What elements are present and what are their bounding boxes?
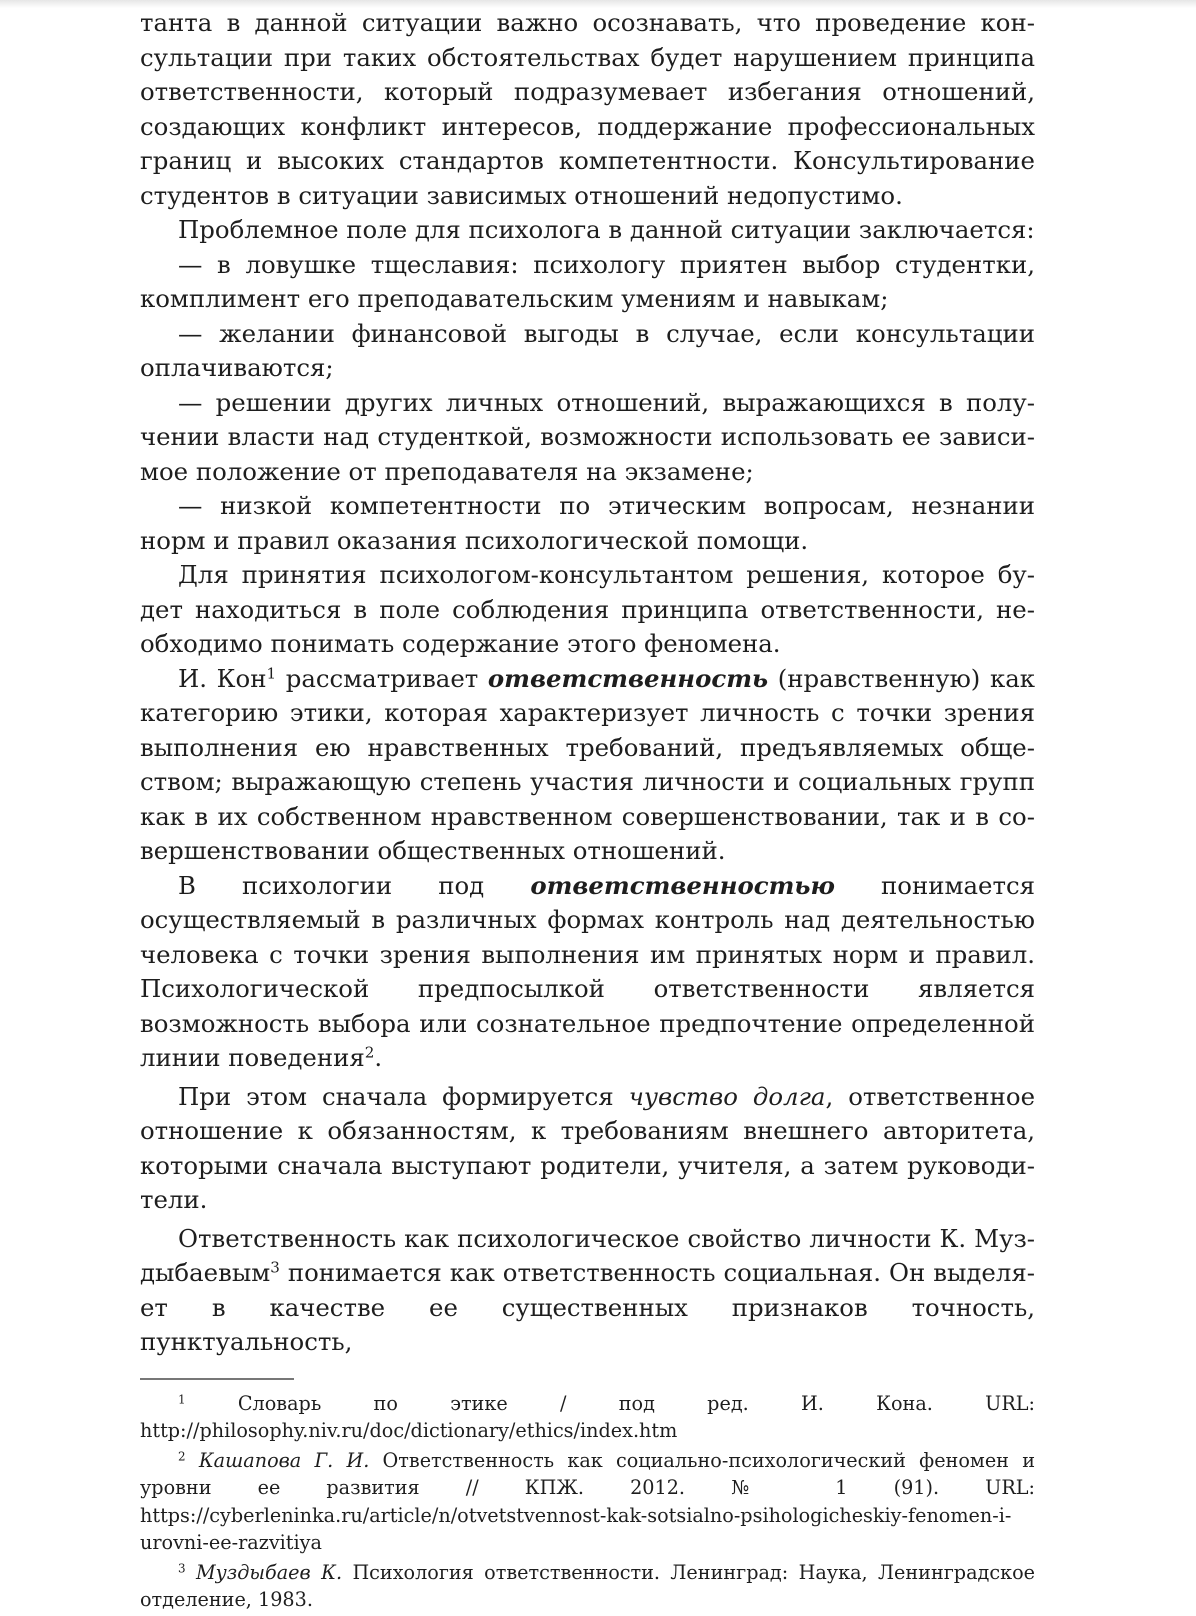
footnote-mark: 2 [178, 1448, 186, 1463]
text-run: , ответственное отношение к обязанностям, к требованиям внешнего авторитета, которыми сначала выступают родители, учителя, а затем руководители. [140, 1081, 1036, 1214]
book-page [140, 6, 1035, 1616]
footnote-text: Ответственность как социально-психологический феномен и уровни ее развития // КПЖ. 2012. № 1 (91). URL: https://cyberleninka.ru/article/n/otvetstvennost-kak-sotsialno-psihologicheskiy-fenomen-i-urovni-ee-razvitiya [140, 1448, 1035, 1554]
footnote-text: Психология ответственности. Ленинград: Наука, Ленинградское отделение, 1983. [140, 1560, 1035, 1611]
list-item-vanity: — в ловушке тщеславия: психологу приятен выбор студентки, комплимент его преподавательским умениям и навыкам; [140, 249, 1035, 313]
footnote-mark: 3 [178, 1560, 186, 1575]
text-run: . [374, 1043, 383, 1072]
footnote-author: Кашапова Г. И. [198, 1448, 370, 1472]
paragraph-kon-definition [140, 662, 1035, 869]
footnote-author: Муздыбаев К. [195, 1560, 343, 1584]
footnote-ref-1[interactable]: 1 [266, 664, 277, 683]
paragraph-decision: Для принятия психологом-консультантом решения, которое будет находиться в поле соблюдения принципа ответственности, необходимо понимать содержание этого феномена. [140, 560, 1035, 658]
term-emphasis: ответственностью [530, 870, 835, 900]
text-run: Ответственность как психологическое свойство личности К. Муздыбаевым [140, 1223, 1035, 1287]
paragraph-psychology-definition [140, 869, 1035, 1076]
text-run: И. Кон [178, 663, 267, 693]
footnote-divider [140, 1378, 294, 1380]
footnote-3 [140, 1559, 1035, 1614]
main-text [140, 6, 1035, 1360]
footnote-ref-3[interactable]: 3 [270, 1258, 280, 1277]
italic-phrase: чувство долга [628, 1081, 826, 1111]
paragraph-muzdybaev [140, 1222, 1035, 1360]
footnote-text: Словарь по этике / под ред. И. Кона. URL: http://philosophy.niv.ru/doc/dictionary/ethics/index.htm [140, 1391, 1035, 1442]
footnote-2 [140, 1447, 1035, 1557]
text-run: понимается осуществляемый в различных формах контроль над деятельностью человека с точки зрения выполнения им принятых норм и правил. Психологической предпосылкой ответственности является возможность выбора или сознательное предпочтение определенной линии поведения [140, 870, 1035, 1072]
footnote-mark: 1 [178, 1391, 186, 1406]
list-item-low-competence: — низкой компетентности по этическим вопросам, незнании норм и правил оказания психологической помощи. [140, 491, 1035, 555]
paragraph-sense-of-duty [140, 1080, 1035, 1218]
term-emphasis: ответственность [487, 663, 769, 693]
list-item-financial-gain: — желании финансовой выгоды в случае, если консультации оплачиваются; [140, 318, 1035, 382]
list-item-personal-relations: — решении других личных отношений, выражающихся в получении власти над студенткой, возможности использовать ее зависимое положение от преподавателя на экзамене; [140, 387, 1035, 486]
footnotes [140, 1390, 1035, 1614]
paragraph-continued: танта в данной ситуации важно осознавать, что проведение консультации при таких обстоятельствах будет нарушением принципа ответственности, который подразумевает избегания отношений, создающих конфликт интересов, поддержание профессиональных границ и высоких стандартов компетентности. Консультирование студентов в ситуации зависимых отношений недопустимо. [140, 8, 1035, 210]
paragraph-problem-field: Проблемное поле для психолога в данной ситуации заключается: [178, 215, 1035, 244]
text-run: При этом сначала формируется [178, 1081, 629, 1111]
text-run: рассматривает [276, 663, 488, 693]
text-run: понимается как ответственность социальная. Он выделяет в качестве ее существенных признаков точность, пунктуальность, [140, 1258, 1035, 1356]
text-run: (нравственную) как категорию этики, которая характеризует личность с точки зрения выполнения ею нравственных требований, предъявляемых обществом; выражающую степень участия личности и социальных групп как в их собственном нравственном совершенствовании, так и в совершенствовании общественных отношений. [140, 663, 1035, 865]
footnote-1 [140, 1390, 1035, 1445]
footnote-ref-2[interactable]: 2 [364, 1043, 375, 1062]
text-run: В психологии под [178, 870, 531, 900]
